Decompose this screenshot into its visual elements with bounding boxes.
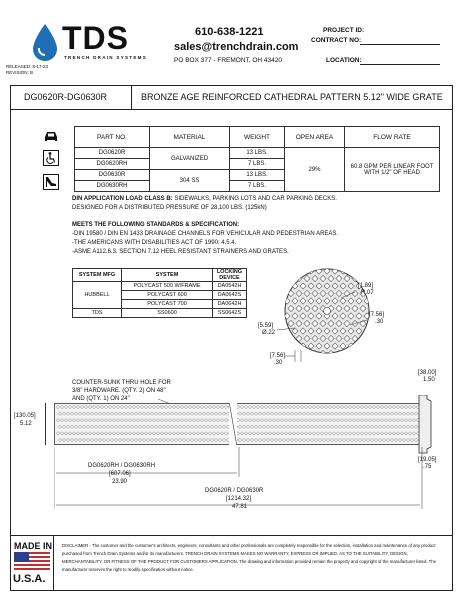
part-range: DG0620R-DG0630R xyxy=(24,92,108,102)
us-flag-icon xyxy=(14,552,50,572)
made-in-label: MADE IN xyxy=(14,541,52,551)
project-id-label: PROJECT ID: xyxy=(323,27,365,34)
standards-heading: MEETS THE FOLLOWING STANDARDS & SPECIFICATION: xyxy=(72,222,240,228)
logo-subtext: TRENCH DRAIN SYSTEMS xyxy=(64,55,148,60)
footer-divider xyxy=(10,535,453,536)
countersunk-note: 3/8" HARDWARE. (QTY. 2) ON 48" xyxy=(72,388,166,394)
dim-label: [607.06] xyxy=(109,471,131,477)
col-open-area: OPEN AREA xyxy=(285,127,345,148)
mfg-cell: TDS xyxy=(73,309,122,318)
dim-label: 47.81 xyxy=(232,504,248,510)
dim-label: R.07 xyxy=(361,290,374,296)
col-material: MATERIAL xyxy=(150,127,230,148)
water-drop-icon xyxy=(30,22,60,62)
dim-label: [130.05] xyxy=(14,413,36,419)
phone-number[interactable]: 610-638-1221 xyxy=(195,26,264,38)
part-cell: DG0620RH xyxy=(75,159,150,170)
table-row xyxy=(75,148,440,159)
dim-label: 1.50 xyxy=(423,377,435,383)
col-flow-rate: FLOW RATE xyxy=(345,127,440,148)
device-cell: DA0642H xyxy=(213,300,247,309)
footer-col-divider xyxy=(53,535,54,591)
weight-cell: 7 LBS. xyxy=(230,181,285,192)
dim-label: .30 xyxy=(375,319,384,325)
logo-text: TDS xyxy=(62,20,129,56)
released-date: RELEASED: 8-17-23 xyxy=(6,64,49,69)
dim-label: .30 xyxy=(274,360,283,366)
device-cell: SS0642S xyxy=(213,309,247,318)
email-link[interactable]: sales@trenchdrain.com xyxy=(174,41,299,53)
address: PO BOX 377 - FREMONT, OH 43420 xyxy=(174,57,283,64)
dim-label: 5.12 xyxy=(20,421,32,427)
countersunk-note: AND (QTY. 1) ON 24" xyxy=(72,396,130,402)
dim-label: [1214.32] xyxy=(226,496,252,502)
system-cell: POLYCAST 700 xyxy=(122,300,213,309)
usa-label: U.S.A. xyxy=(13,573,46,585)
table-row xyxy=(73,282,247,291)
contract-no-label: CONTRACT NO: xyxy=(311,37,362,44)
grate-plan-view xyxy=(54,403,424,445)
title-row-divider xyxy=(10,109,453,110)
part-cell: DG0620R xyxy=(75,148,150,159)
weight-cell: 7 LBS. xyxy=(230,159,285,170)
dim-label: [38.00] xyxy=(418,370,437,376)
load-class xyxy=(72,196,337,202)
table-row xyxy=(73,309,247,318)
spec-table xyxy=(74,126,440,192)
col-weight: WEIGHT xyxy=(230,127,285,148)
device-cell: DA0542H xyxy=(213,282,247,291)
material-cell: 304 SS xyxy=(150,170,230,192)
dim-label: [7.56] xyxy=(270,353,286,359)
mfg-cell: HUBBELL xyxy=(73,282,122,309)
product-description: BRONZE AGE REINFORCED CATHEDRAL PATTERN 5.12" WIDE GRATE xyxy=(141,92,443,102)
high-heel-icon xyxy=(43,174,59,190)
col-part-no: PART NO. xyxy=(75,127,150,148)
logo xyxy=(22,20,148,64)
part-cell: DG0630RH xyxy=(75,181,150,192)
contract-no-line xyxy=(360,44,440,45)
dim-label: [5.59] xyxy=(258,323,274,329)
countersunk-note: COUNTER-SUNK THRU HOLE FOR xyxy=(72,380,171,386)
dim-label: .75 xyxy=(423,464,432,470)
disclaimer: DISCLAIMER - The customer and the customer's architects, engineers, consultants and other professionals are completely responsible for the selection, installation and maintenance of any product purchased from Trench Drain Systems and/or its manufacturers. TRENCH DRAIN SYSTEMS MAKES NO WARRANTY, EXPRESS OR IMPLIED, AS TO THE SUITABILITY, DESIGN, MERCHANTABILITY, OR FITNESS OF THE PRODUCT FOR CUSTOMERS APPLICATION. The drawing and information provided remain the property and copyright of the manufacturer listed. The manufacturer reserves the right to modify specification without notice. xyxy=(62,543,437,572)
standard-item: -ASME A112.6.3. SECTION 7.12 HEEL RESISTANT STRAINERS AND GRATES. xyxy=(72,249,289,255)
system-table xyxy=(72,268,247,318)
dim-label: DG0620R / DG0630R xyxy=(205,488,264,494)
standard-item: -THE AMERICANS WITH DISABILITIES ACT OF 1990: 4.5.4. xyxy=(72,240,237,246)
dim-label: [7.56] xyxy=(369,312,385,318)
load-pressure: DESIGNED FOR A DISTRIBUTED PRESSURE OF 28,100 LBS. (125kN) xyxy=(72,205,267,211)
dim-label: 23.90 xyxy=(112,479,128,485)
dim-label: [19.05] xyxy=(418,457,437,463)
load-class-prefix: DIN APPLICATION LOAD CLASS B: xyxy=(72,196,173,202)
system-cell: POLYCAST 500 W/FRAME xyxy=(122,282,213,291)
width-dim-line xyxy=(45,403,46,445)
location-line xyxy=(360,64,440,65)
part-cell: DG0630R xyxy=(75,170,150,181)
weight-cell: 13 LBS. xyxy=(230,170,285,181)
wheelchair-icon xyxy=(43,150,59,166)
standard-item: -DIN 19580 / DIN EN 1433 DRAINAGE CHANNELS FOR VEHICULAR AND PEDESTRIAN AREAS. xyxy=(72,231,339,237)
device-cell: DA0642S xyxy=(213,291,247,300)
title-col-divider xyxy=(131,85,132,109)
location-label: LOCATION: xyxy=(326,57,362,64)
open-area-cell: 29% xyxy=(285,148,345,192)
system-cell: POLYCAST 600 xyxy=(122,291,213,300)
material-cell: GALVANIZED xyxy=(150,148,230,170)
dimension-leaders xyxy=(255,270,375,380)
load-class-text: SIDEWALKS, PARKING LOTS AND CAR PARKING DECKS. xyxy=(172,196,337,202)
dim-label: DG0620RH / DG0630RH xyxy=(88,463,156,469)
dim-label: [1.89] xyxy=(358,283,374,289)
col-system-mfg: SYSTEM MFG xyxy=(73,269,122,282)
flow-rate-cell: 60.8 GPM PER LINEAR FOOT WITH 1/2" OF HEAD xyxy=(345,148,440,192)
col-locking-device: LOCKING DEVICE xyxy=(213,269,247,282)
revision: REVISION: B xyxy=(6,70,34,75)
col-system: SYSTEM xyxy=(122,269,213,282)
system-cell: SS0600 xyxy=(122,309,213,318)
car-icon xyxy=(43,130,59,142)
grate-side-profile xyxy=(405,395,445,455)
dim-label: Ø.22 xyxy=(262,330,276,336)
weight-cell: 13 LBS. xyxy=(230,148,285,159)
